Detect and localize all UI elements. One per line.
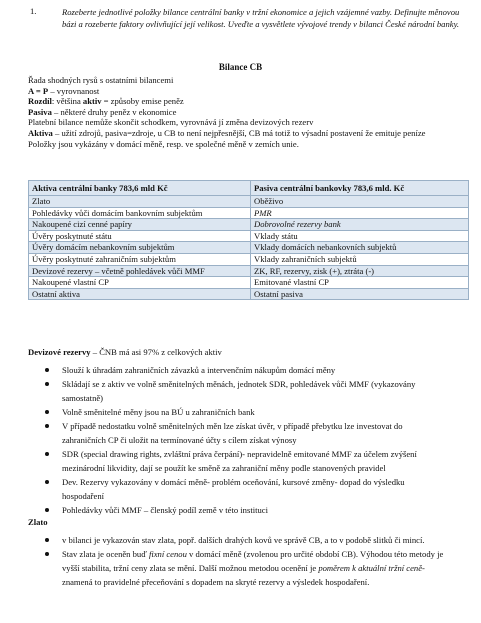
intro-line: Rozdíl: většina aktiv = způsoby emise peněz [28,96,184,107]
asset-cell: Nakoupené vlastní CP [29,277,251,289]
liability-cell: Vklady domácích nebankovních subjektů [251,242,469,254]
table-row [29,265,469,277]
table-row [29,242,469,254]
asset-cell: Úvěry poskytnuté zahraničním subjektům [29,253,251,265]
intro-line: Řada shodných rysů s ostatními bilancemi [28,75,174,85]
balance-table [28,180,469,300]
intro-line: A = P – vyrovnanost [28,85,100,96]
section-title: Bilance CB [218,62,263,72]
table-row [29,288,469,300]
zlato-heading: Zlato [28,517,48,527]
list-item: Dev. Rezervy vykazovány v domácí měně- problém oceňování, kursové změny- dopad do výsledku hospodaření [44,475,444,503]
intro-block [28,75,458,149]
list-item: Skládají se z aktiv ve volně směnitelných měnách, jednotek SDR, pohledávek vůči MMF (vykazovány samostatně) [44,377,444,405]
asset-cell: Devizové rezervy – včetně pohledávek vůči MMF [29,265,251,277]
list-item: SDR (special drawing rights, zvláštní práva čerpání)- nepravidelně emitované MMF za účelem zvýšení mezinárodní likvidity, dají se použít ke směně za zahraniční měny podle stanovených pravidel [44,447,444,475]
list-item: v bilanci je vykazován stav zlata, popř. dalších drahých kovů ve správě CB, a to v podobě slitků či mincí. [44,533,444,547]
task-number: 1. [30,6,37,16]
table-row [29,219,469,231]
list-item: Slouží k úhradám zahraničních závazků a intervenčním nákupům domácí měny [44,363,444,377]
liability-cell: Vklady státu [251,230,469,242]
intro-line: Platební bilance nemůže skončit schodkem, vyrovnává jí změna devizových rezerv [28,117,314,128]
list-item: Pohledávky vůči MMF – členský podíl země v této instituci [44,503,444,517]
liability-cell: Oběživo [251,196,469,208]
liability-cell: PMR [251,207,469,219]
liability-cell: Ostatní pasiva [251,288,469,300]
liability-cell: Dobrovolné rezervy bank [251,219,469,231]
asset-cell: Pohledávky vůči domácím bankovním subjektům [29,207,251,219]
intro-line: Aktiva – užití zdrojů, pasiva=zdroje, u CB to není nejpřesnější, CB má totiž to výsadní postavení že emituje peníze [28,127,426,138]
list-item: Stav zlata je oceněn buď fixní cenou v domácí měně (zvolenou pro určité období CB). Výhodou této metody je vyšší stabilita, tržní ceny zlata se mění. Další možnou metodou ocenění je poměrem k aktuální tržní ceně- znamená to pravidelné přeceňování s dopadem na skryté rezervy a výsledek hospodaření. [44,547,444,589]
table-row [29,230,469,242]
devizove-rezervy-list [44,363,444,517]
liability-cell: Vklady zahraničních subjektů [251,253,469,265]
header-assets: Aktiva centrální banky 783,6 mld Kč [29,181,251,196]
list-item: Volně směnitelné měny jsou na BÚ u zahraničních bank [44,405,444,419]
list-item: V případě nedostatku volně směnitelných měn lze získat úvěr, v případě přebytku lze investovat do zahraničních CP či uložit na termínované účty s cílem získat výnosy [44,419,444,447]
table-row [29,196,469,208]
asset-cell: Nakoupené cizí cenné papíry [29,219,251,231]
header-liabilities: Pasiva centrální bankovky 783,6 mld. Kč [251,181,469,196]
asset-cell: Ostatní aktiva [29,288,251,300]
zlato-list [44,533,444,589]
task-text: Rozeberte jednotlivé položky bilance centrální banky v tržní ekonomice a jejich vzájemné vazby. Definujte měnovou bázi a rozeberte faktory ovlivňující její velikost. Uveďte a vysvětlete vývojové trendy v bilanci České národní banky. [62,7,460,29]
asset-cell: Úvěry domácím nebankovním subjektům [29,242,251,254]
asset-cell: Úvěry poskytnuté státu [29,230,251,242]
table-row [29,207,469,219]
liability-cell: ZK, RF, rezervy, zisk (+), ztráta (-) [251,265,469,277]
intro-line: Pasiva – některé druhy peněz v ekonomice [28,106,177,117]
table-row [29,253,469,265]
intro-line: Položky jsou vykázány v domácí měně, resp. ve společné měně v zemích unie. [28,138,299,149]
devizove-rezervy-heading: Devizové rezervy – ČNB má asi 97% z celkových aktiv [28,347,222,357]
liability-cell: Emitované vlastní CP [251,277,469,289]
asset-cell: Zlato [29,196,251,208]
table-row [29,277,469,289]
table-header-row [29,181,469,196]
